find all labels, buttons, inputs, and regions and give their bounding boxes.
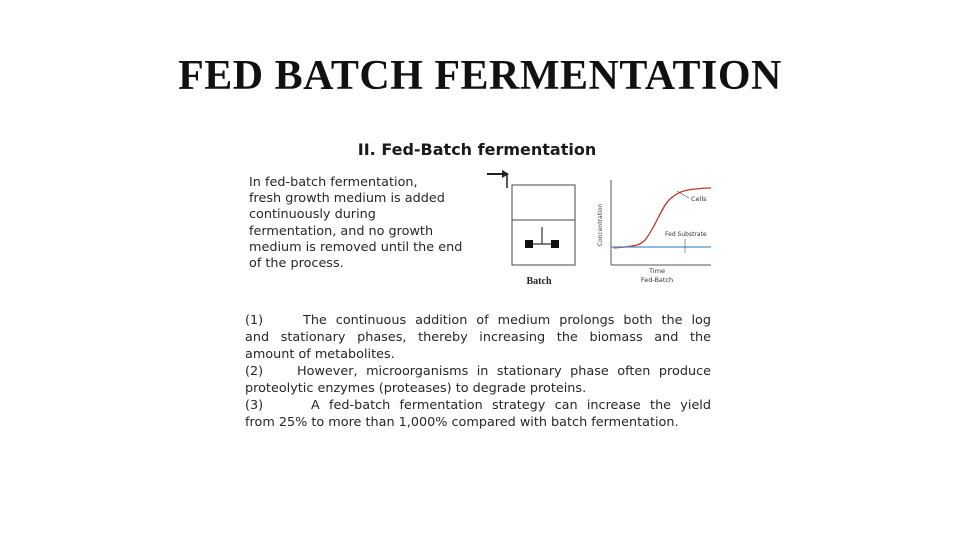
point-text: However, microorganisms in stationary phase often produce xyxy=(297,364,711,379)
point-line: from 25% to more than 1,000% compared with batch fermentation. xyxy=(245,415,679,430)
y-axis-label: Concentration xyxy=(597,203,604,247)
fed-substrate-label: Fed Substrate xyxy=(665,231,707,238)
numbered-points xyxy=(245,312,711,431)
point-1 xyxy=(245,312,711,363)
slide-title: FED BATCH FERMENTATION xyxy=(178,53,782,99)
point-line: amount of metabolites. xyxy=(245,347,395,362)
point-line: and stationary phases, thereby increasing the biomass and the xyxy=(245,330,711,345)
feed-arrow-icon xyxy=(487,170,509,188)
point-number: (1) xyxy=(245,313,264,328)
bioreactor-vessel-icon xyxy=(512,185,575,265)
concentration-graph xyxy=(597,180,711,284)
intro-line: continuously during xyxy=(249,207,376,223)
point-text: A fed-batch fermentation strategy can increase the yield xyxy=(311,398,711,413)
point-number: (2) xyxy=(245,364,264,379)
point-line xyxy=(245,312,711,329)
point-number: (3) xyxy=(245,398,264,413)
graph-caption: Fed-Batch xyxy=(640,276,674,284)
point-line xyxy=(245,363,711,380)
point-2 xyxy=(245,363,711,397)
intro-line: medium is removed until the end xyxy=(249,239,463,255)
intro-line: of the process. xyxy=(249,256,344,272)
intro-line: fermentation, and no growth xyxy=(249,223,434,239)
intro-line: fresh growth medium is added xyxy=(249,191,445,207)
x-axis-label: Time xyxy=(649,267,665,275)
point-line: proteolytic enzymes (proteases) to degrade proteins. xyxy=(245,381,587,396)
fed-batch-diagram xyxy=(237,132,717,302)
point-3 xyxy=(245,397,711,431)
figure-heading: II. Fed-Batch fermentation xyxy=(357,140,597,159)
intro-line: In fed-batch fermentation, xyxy=(249,175,418,190)
vessel-label: Batch xyxy=(526,276,552,287)
point-line xyxy=(245,397,711,414)
fed-batch-figure xyxy=(237,132,717,444)
cells-label: Cells xyxy=(691,195,707,203)
point-text: The continuous addition of medium prolongs both the log xyxy=(303,313,711,328)
